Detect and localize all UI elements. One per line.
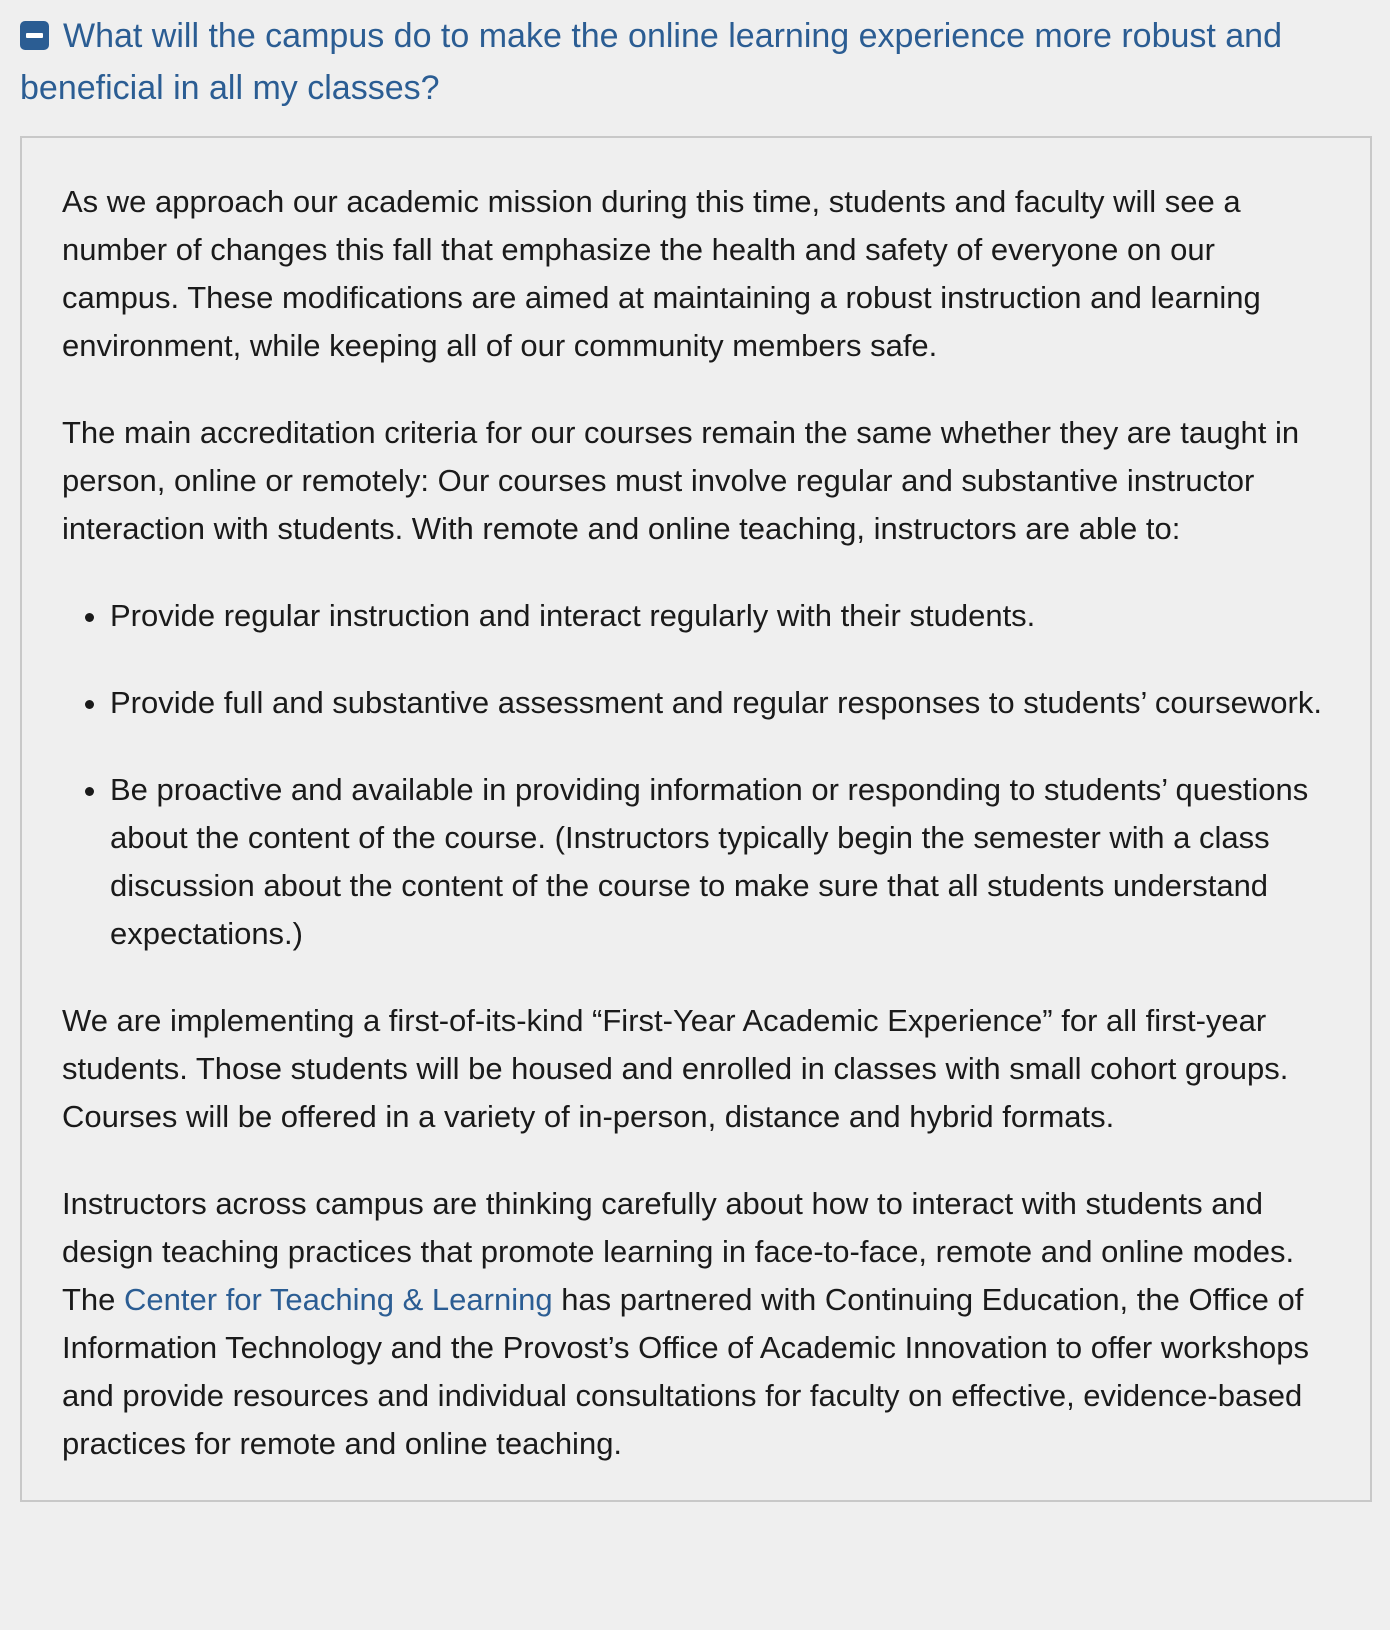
list-item: • Provide regular instruction and interact regularly with their students. [110,592,1330,640]
paragraph-4-intro: Instructors across campus are thinking carefully about how to interact with students and design teaching practices that promote learning in face-to-face, remote and online modes. The [62,1186,1295,1317]
list-item: • Be proactive and available in providing information or responding to students’ questions about the content of the course. (Instructors typically begin the semester with a class discussion about the content of the course to make sure that all students understand expectations.) [110,766,1330,958]
answer-paragraph-1: As we approach our academic mission during this time, students and faculty will see a number of changes this fall that emphasize the health and safety of everyone on our campus. These modifications are aimed at maintaining a robust instruction and learning environment, while keeping all of our community members safe. [62,184,1261,363]
answer-paragraph-2: The main accreditation criteria for our courses remain the same whether they are taught in person, online or remotely: Our courses must involve regular and substantive instructor interaction with students. With remote and online teaching, instructors are able to: [62,415,1300,546]
faq-question-text[interactable]: What will the campus do to make the online learning experience more robust and beneficial in all my classes? [20,17,1283,107]
paragraph-4-rest: has partnered with Continuing Education, the Office of Information Technology and the Provost’s Office of Academic Innovation to offer workshops and provide resources and individual consultations for faculty on effective, evidence-based practices for remote and online teaching. [62,1282,1310,1461]
minus-square-icon[interactable] [20,21,49,50]
answer-paragraph-3: We are implementing a first-of-its-kind “First-Year Academic Experience” for all first-year students. Those students will be housed and enrolled in classes with small cohort groups. Courses will be offered in a variety of in-person, distance and hybrid formats. [62,1003,1289,1134]
list-item: • Provide full and substantive assessment and regular responses to students’ coursework. [110,679,1330,727]
instructor-abilities-list [62,592,1330,958]
faq-item [20,10,1372,1502]
center-for-teaching-learning-link[interactable]: Center for Teaching & Learning [124,1282,553,1317]
faq-question-toggle[interactable] [20,10,1372,114]
answer-paragraph-4 [62,1180,1330,1468]
faq-answer-panel [20,136,1372,1502]
